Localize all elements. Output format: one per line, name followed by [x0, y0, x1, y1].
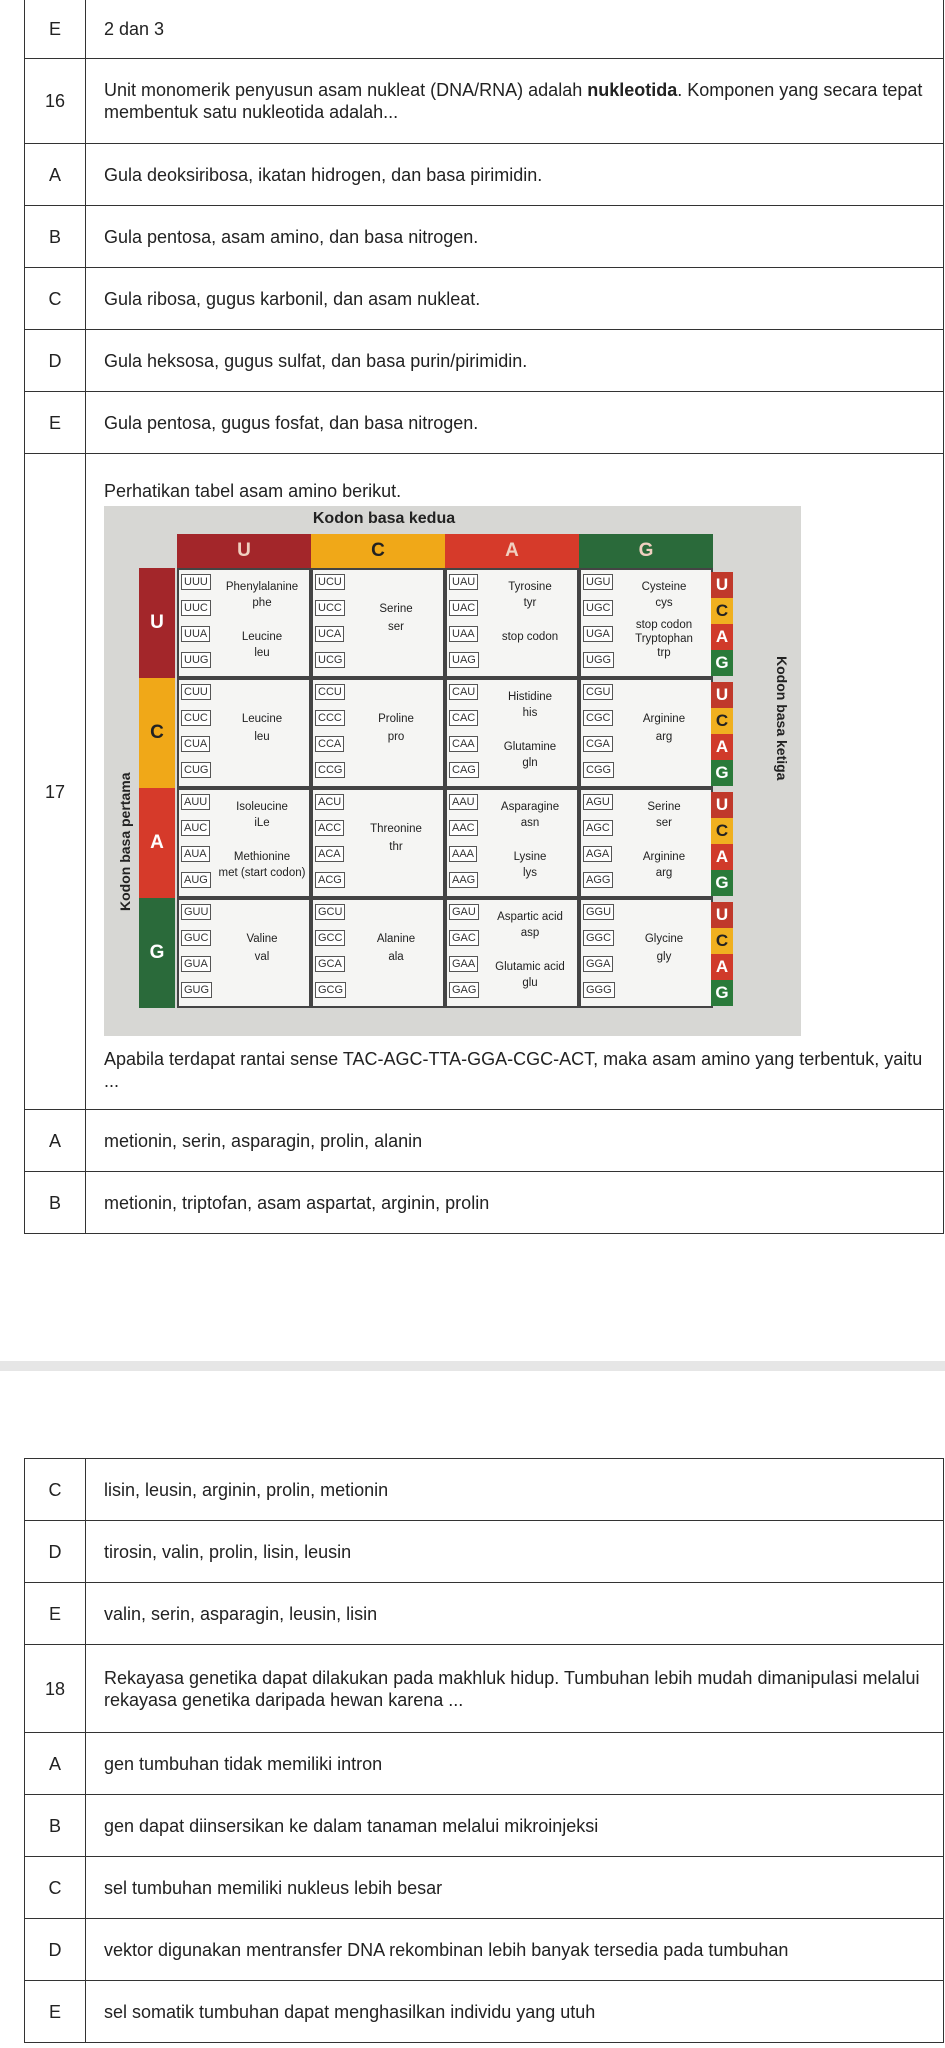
codon-cell: GAA	[449, 956, 478, 972]
question-number: 17	[25, 454, 86, 1110]
codon-cell: GGG	[583, 982, 615, 998]
amino-acid-label: arg	[655, 730, 673, 743]
codon-cell: UGA	[583, 626, 613, 642]
second-base-header: U	[177, 534, 311, 568]
amino-acid-label: leu	[254, 646, 270, 659]
option-label: D	[25, 330, 86, 392]
third-base-letter: A	[711, 734, 733, 760]
option-text: Gula deoksiribosa, ikatan hidrogen, dan basa pirimidin.	[86, 144, 944, 206]
table-row	[25, 59, 944, 144]
option-label: A	[25, 1733, 86, 1795]
codon-cell: CCC	[315, 710, 345, 726]
first-base-header: A	[139, 788, 175, 898]
table-row	[25, 1110, 944, 1172]
second-base-header: A	[445, 534, 579, 568]
amino-acid-label: gly	[656, 950, 672, 963]
option-label: B	[25, 206, 86, 268]
option-text: sel somatik tumbuhan dapat menghasilkan individu yang utuh	[86, 1981, 944, 2043]
question-text-part2: . Komponen yang secara tepat membentuk satu nukleotida adalah...	[104, 80, 923, 122]
codon-cell: AAU	[449, 794, 478, 810]
amino-acid-label: val	[254, 950, 270, 963]
codon-cell: AAA	[449, 846, 477, 862]
third-base-letter: C	[711, 818, 733, 844]
codon-cell: UGC	[583, 600, 613, 616]
codon-cell: UCC	[315, 600, 345, 616]
second-base-header: G	[579, 534, 713, 568]
third-base-letter: G	[711, 980, 733, 1006]
table-row	[25, 1583, 944, 1645]
codon-cell: CAA	[449, 736, 478, 752]
option-label: E	[25, 1981, 86, 2043]
codon-cell: GGC	[583, 930, 614, 946]
codon-cell: CUU	[181, 684, 211, 700]
codon-cell: UAA	[449, 626, 478, 642]
third-base-letter: A	[711, 624, 733, 650]
amino-acid-label: Serine	[647, 800, 681, 813]
amino-acid-label: Histidine	[507, 690, 553, 703]
option-label: E	[25, 1583, 86, 1645]
codon-cell: ACC	[315, 820, 344, 836]
table-row	[25, 454, 944, 1110]
codon-cell: GGA	[583, 956, 613, 972]
codon-cell: AUC	[181, 820, 210, 836]
option-text: lisin, leusin, arginin, prolin, metionin	[86, 1459, 944, 1521]
codon-cell: AGA	[583, 846, 612, 862]
codon-cell: AAG	[449, 872, 478, 888]
amino-acid-label: Serine	[379, 602, 413, 615]
second-base-header: C	[311, 534, 445, 568]
first-base-header: G	[139, 898, 175, 1008]
amino-acid-label: met (start codon)	[218, 866, 306, 879]
option-label: A	[25, 144, 86, 206]
amino-acid-label: Leucine	[241, 712, 283, 725]
option-text: gen dapat diinsersikan ke dalam tanaman melalui mikroinjeksi	[86, 1795, 944, 1857]
amino-acid-label: gln	[522, 756, 538, 769]
amino-acid-label: stop codon	[501, 630, 559, 643]
amino-acid-label: Threonine	[370, 822, 422, 835]
amino-acid-label: tyr	[523, 596, 537, 609]
third-base-letter: C	[711, 598, 733, 624]
amino-acid-label: leu	[254, 730, 270, 743]
table-row	[25, 1733, 944, 1795]
third-base-letter: C	[711, 928, 733, 954]
table-row	[25, 206, 944, 268]
codon-cell: CGU	[583, 684, 613, 700]
option-label: E	[25, 392, 86, 454]
third-base-letter: U	[711, 902, 733, 928]
amino-acid-label: Valine	[246, 932, 278, 945]
option-text: valin, serin, asparagin, leusin, lisin	[86, 1583, 944, 1645]
amino-acid-label: Tyrosine	[508, 580, 552, 593]
question-intro: Perhatikan tabel asam amino berikut.	[104, 480, 402, 501]
option-label: E	[25, 0, 86, 59]
codon-cell: GAU	[449, 904, 479, 920]
table-row	[25, 0, 944, 59]
codon-cell: UUC	[181, 600, 211, 616]
amino-acid-label: asn	[520, 816, 540, 829]
third-base-letter: U	[711, 682, 733, 708]
amino-acid-label: ser	[656, 816, 672, 829]
amino-acid-label: Alanine	[376, 932, 416, 945]
amino-acid-label: Leucine	[241, 630, 283, 643]
option-text: Gula pentosa, asam amino, dan basa nitrogen.	[86, 206, 944, 268]
question-text-bold: nukleotida	[587, 80, 678, 100]
third-base-letter: A	[711, 954, 733, 980]
table-row	[25, 1981, 944, 2043]
option-label: D	[25, 1919, 86, 1981]
third-base-letter: G	[711, 870, 733, 896]
option-text: Gula pentosa, gugus fosfat, dan basa nitrogen.	[86, 392, 944, 454]
table-row	[25, 1919, 944, 1981]
codon-cell: CAC	[449, 710, 478, 726]
option-label: B	[25, 1795, 86, 1857]
table-row	[25, 1645, 944, 1733]
amino-acid-label: ser	[388, 620, 404, 633]
option-text: 2 dan 3	[86, 0, 944, 59]
amino-acid-label: Proline	[378, 712, 414, 725]
codon-cell: AGU	[583, 794, 613, 810]
table-row	[25, 1521, 944, 1583]
first-base-label: Kodon basa pertama	[117, 772, 133, 911]
codon-cell: GAC	[449, 930, 479, 946]
option-label: A	[25, 1110, 86, 1172]
amino-acid-label: Cysteine	[641, 580, 687, 593]
codon-cell: UCA	[315, 626, 344, 642]
third-base-letter: G	[711, 650, 733, 676]
codon-cell: GUG	[181, 982, 212, 998]
codon-cell: AUA	[181, 846, 210, 862]
amino-acid-label: his	[522, 706, 538, 719]
option-text: vektor digunakan mentransfer DNA rekombinan lebih banyak tersedia pada tumbuhan	[86, 1919, 944, 1981]
question-text: Rekayasa genetika dapat dilakukan pada makhluk hidup. Tumbuhan lebih mudah dimanipulasi melalui rekayasa genetika daripada hewan karena ...	[86, 1645, 944, 1733]
option-text: gen tumbuhan tidak memiliki intron	[86, 1733, 944, 1795]
codon-cell: AGG	[583, 872, 613, 888]
amino-acid-label: Isoleucine	[236, 800, 288, 813]
codon-cell: ACA	[315, 846, 344, 862]
amino-acid-label: thr	[389, 840, 403, 853]
page-2	[0, 1371, 945, 2048]
option-text: sel tumbuhan memiliki nukleus lebih besar	[86, 1857, 944, 1919]
codon-cell: CCG	[315, 762, 345, 778]
codon-cell: CCA	[315, 736, 344, 752]
question-text-part1: Unit monomerik penyusun asam nukleat (DNA/RNA) adalah	[104, 80, 588, 100]
amino-acid-label: Aspartic acid	[497, 910, 563, 923]
amino-acid-label: arg	[655, 866, 673, 879]
table-row	[25, 1857, 944, 1919]
codon-cell: CUA	[181, 736, 210, 752]
codon-cell: UUA	[181, 626, 210, 642]
third-base-letter: G	[711, 760, 733, 786]
amino-acid-label: Glutamine	[503, 740, 557, 753]
codon-cell: UUG	[181, 652, 211, 668]
first-base-header: C	[139, 678, 175, 788]
amino-acid-label: Glutamic acid	[495, 960, 565, 973]
codon-cell: AGC	[583, 820, 613, 836]
option-text: metionin, serin, asparagin, prolin, alanin	[86, 1110, 944, 1172]
codon-cell: AUU	[181, 794, 210, 810]
option-label: C	[25, 1459, 86, 1521]
amino-acid-label: iLe	[254, 816, 270, 829]
option-text: metionin, triptofan, asam aspartat, arginin, prolin	[86, 1172, 944, 1234]
question-table-2	[24, 1458, 944, 2043]
third-base-letter: U	[711, 792, 733, 818]
codon-cell: CUC	[181, 710, 211, 726]
option-text: Gula heksosa, gugus sulfat, dan basa purin/pirimidin.	[86, 330, 944, 392]
codon-cell: UCG	[315, 652, 345, 668]
codon-cell: UAG	[449, 652, 479, 668]
codon-cell: GGU	[583, 904, 614, 920]
option-text: tirosin, valin, prolin, lisin, leusin	[86, 1521, 944, 1583]
codon-cell: CAG	[449, 762, 479, 778]
question-number: 16	[25, 59, 86, 144]
codon-table-image	[104, 506, 801, 1036]
amino-acid-label: Methionine	[233, 850, 291, 863]
option-label: D	[25, 1521, 86, 1583]
codon-cell: AAC	[449, 820, 478, 836]
third-base-letter: C	[711, 708, 733, 734]
codon-cell: CUG	[181, 762, 211, 778]
table-row	[25, 392, 944, 454]
codon-cell: CAU	[449, 684, 478, 700]
codon-cell: UAC	[449, 600, 478, 616]
amino-acid-label: Glycine	[644, 932, 684, 945]
table-row	[25, 1795, 944, 1857]
codon-cell: UGG	[583, 652, 614, 668]
amino-acid-label: cys	[655, 596, 673, 609]
codon-cell: ACG	[315, 872, 345, 888]
amino-acid-label: stop codon	[635, 618, 693, 631]
amino-acid-label: pro	[387, 730, 405, 743]
codon-cell: UAU	[449, 574, 478, 590]
option-label: C	[25, 1857, 86, 1919]
table-row	[25, 144, 944, 206]
option-label: C	[25, 268, 86, 330]
question-text: Apabila terdapat rantai sense TAC-AGC-TTA-GGA-CGC-ACT, maka asam amino yang terbentuk, yaitu ...	[104, 1048, 923, 1091]
amino-acid-label: ala	[388, 950, 404, 963]
table-row	[25, 330, 944, 392]
amino-acid-label: Tryptophan	[635, 632, 693, 645]
third-base-letter: U	[711, 572, 733, 598]
amino-acid-label: lys	[522, 866, 538, 879]
codon-table-title: Kodon basa kedua	[312, 509, 456, 527]
amino-acid-label: asp	[520, 926, 540, 939]
question-cell	[86, 454, 944, 1110]
amino-acid-label: Lysine	[513, 850, 547, 863]
option-text: Gula ribosa, gugus karbonil, dan asam nukleat.	[86, 268, 944, 330]
amino-acid-label: glu	[522, 976, 538, 989]
codon-cell: CGA	[583, 736, 613, 752]
codon-cell: UGU	[583, 574, 613, 590]
codon-cell: UCU	[315, 574, 345, 590]
third-base-letter: A	[711, 844, 733, 870]
codon-cell: GUC	[181, 930, 211, 946]
table-row	[25, 1172, 944, 1234]
codon-cell: CGG	[583, 762, 614, 778]
codon-cell: GUU	[181, 904, 211, 920]
first-base-header: U	[139, 568, 175, 678]
codon-cell: ACU	[315, 794, 344, 810]
amino-acid-label: Asparagine	[500, 800, 560, 813]
codon-cell: CCU	[315, 684, 345, 700]
question-number: 18	[25, 1645, 86, 1733]
table-row	[25, 268, 944, 330]
third-base-label: Kodon basa ketiga	[774, 655, 790, 780]
codon-cell: AUG	[181, 872, 211, 888]
codon-cell: GCG	[315, 982, 346, 998]
codon-cell: CGC	[583, 710, 613, 726]
amino-acid-label: Phenylalanine	[225, 580, 299, 593]
page-separator	[0, 1361, 945, 1371]
codon-cell: UUU	[181, 574, 211, 590]
codon-cell: GCU	[315, 904, 345, 920]
amino-acid-label: Arginine	[642, 850, 686, 863]
codon-cell: GCA	[315, 956, 345, 972]
table-row	[25, 1459, 944, 1521]
amino-acid-label: phe	[252, 596, 272, 609]
amino-acid-label: trp	[657, 646, 671, 659]
codon-cell: GCC	[315, 930, 345, 946]
question-table-1	[24, 0, 944, 1234]
amino-acid-label: Arginine	[642, 712, 686, 725]
question-text	[86, 59, 944, 144]
option-label: B	[25, 1172, 86, 1234]
codon-cell: GAG	[449, 982, 479, 998]
codon-cell: GUA	[181, 956, 211, 972]
